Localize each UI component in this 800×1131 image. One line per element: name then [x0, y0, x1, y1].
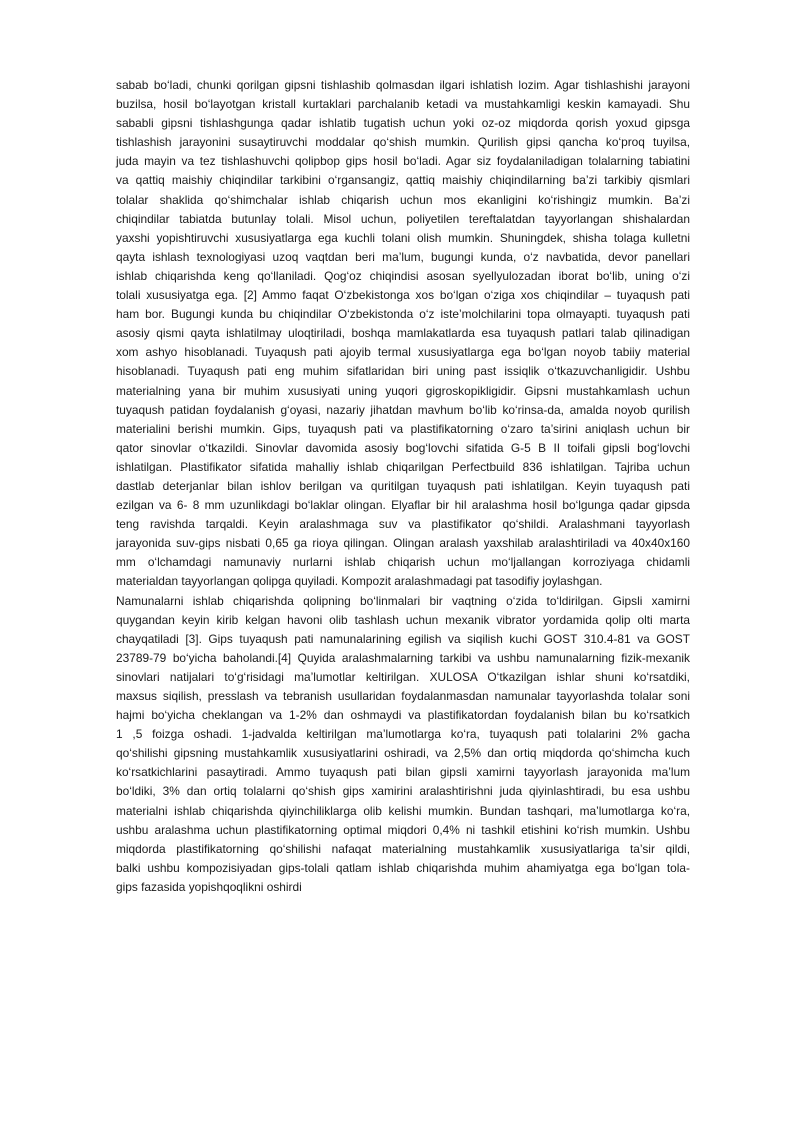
text-line: chiqindilar tabiatda butunlay tolali. Misol uchun, poliyetilen tereftalatdan tayyorlangan shishalardan: [116, 211, 690, 226]
text-line: quygandan keyin kirib kelgan havoni olib tashlash uchun mexanik vibrator yordamida qolip olti marta: [116, 612, 690, 627]
text-line: ishlab chiqarishda keng qo‘llaniladi. Qog‘oz chiqindisi asosan syellyulozadan iborat bo‘lib, uning o‘zi: [116, 268, 690, 283]
text-line: 23789-79 bo‘yicha baholandi.[4] Quyida aralashmalarning tarkibi va ushbu namunalarning fizik-mexanik: [116, 650, 690, 665]
text-line: tolalar shaklida qo‘shimchalar ishlab chiqarish uchun mos ekanligini ko‘rishingiz mumkin. Ba’zi: [116, 192, 690, 207]
text-line: qo‘shilishi gipsning mustahkamlik xususiyatlarini oshiradi, va 2,5% dan ortiq miqdorda qo‘shimcha kuch: [116, 746, 690, 761]
text-line: Namunalarni ishlab chiqarishda qolipning bo‘linmalari bir vaqtning o‘zida to‘ldirilgan. Gipsli xamirni: [116, 593, 690, 608]
text-line: chayqatiladi [3]. Gips tuyaqush pati namunalarining egilish va siqilish kuchi GOST 310.4-81 va GOST: [116, 631, 690, 646]
text-line: sinovlari natijalari to‘g‘risidagi ma’lumotlar keltirilgan. XULOSA O‘tkazilgan ishlar shuni ko‘rsatdiki,: [116, 669, 690, 684]
text-line: balki ushbu kompozisiyadan gips-tolali qatlam ishlab chiqarishda muhim ahamiyatga ega bo‘lgan tola-: [116, 860, 690, 875]
text-line: materialning yana bir muhim xususiyati uning yuqori gigroskopikligidir. Gipsni mustahkamlash uchun: [116, 383, 690, 398]
body-text: [116, 76, 690, 897]
text-line: asosiy qismi qayta ishlatilmay uloqtiriladi, boshqa mamlakatlarda esa tuyaqush patlari talab qilinadigan: [116, 326, 690, 341]
text-line: hisoblanadi. Tuyaqush pati eng muhim sifatlaridan biri uning past issiqlik o‘tkazuvchanligidir. Ushbu: [116, 364, 690, 379]
text-line: gips fazasida yopishqoqlikni oshirdi: [116, 879, 302, 894]
text-line: maxsus siqilish, presslash va tebranish usullaridan foydalanmasdan namunalar tayyorlashda tolalar soni: [116, 689, 690, 703]
text-line: juda mayin va tez tishlashuvchi qolipbop gips hosil bo‘ladi. Agar siz foydalaniladigan tolalarning tabiatini: [116, 154, 690, 169]
text-line: jarayonida suv-gips nisbati 0,65 ga rioya qilingan. Olingan aralash yaxshilab aralashtiriladi va 40x40x160: [116, 536, 690, 551]
text-line: qayta ishlash texnologiyasi uzoq vaqtdan beri ma’lum, bugungi kunda, o‘z navbatida, devor panellari: [116, 249, 690, 264]
text-line: va qattiq maishiy chiqindilar tarkibini o‘rgansangiz, qattiq maishiy chiqindilarning ba’zi tarkibiy qismlari: [116, 173, 690, 188]
text-line: mm o‘lchamdagi namunaviy nurlarni ishlab chiqarish uchun mo‘ljallangan korroziyaga chidamli: [116, 555, 690, 570]
text-line: sabab bo‘ladi, chunki qorilgan gipsni tishlashib qolmasdan ilgari ishlatish lozim. Agar tishlashishi jarayoni: [116, 78, 690, 92]
text-line: tuyaqush patidan foydalanish g‘oyasi, nazariy jihatdan mavhum bo‘lib ko‘rinsa-da, amalda noyob qurilish: [116, 402, 690, 417]
text-line: materialini berishi mumkin. Gips, tuyaqush pati va plastifikatorning o‘zaro ta’sirini aniqlash uchun bir: [116, 421, 690, 436]
text-line: tolali xususiyatga ega. [2] Ammo faqat O‘zbekistonga xos bo‘lgan o‘ziga xos chiqindilar – tuyaqush pati: [116, 288, 690, 303]
text-line: dastlab deterjanlar bilan ishlov berilgan va quritilgan tuyaqush pati ishlatilgan. Keyin tuyaqush pati: [116, 478, 690, 493]
text-line: bo‘ldiki, 3% dan ortiq tolalarni qo‘shish gips xamirini aralashtirishni juda qiyinlashtiradi, bu esa ushbu: [116, 784, 690, 799]
text-line: ushbu aralashma uchun plastifikatorning optimal miqdori 0,4% ni tashkil etishini ko‘rish mumkin. Ushbu: [116, 822, 690, 837]
text-line: yaxshi yopishtiruvchi xususiyatlarga ega kuchli tolani olish mumkin. Shuningdek, shisha tolaga kulletni: [116, 230, 690, 245]
text-line: miqdorda plastifikatorning qo‘shilishi nafaqat materialning mustahkamlik xususiyatlariga ta’sir qildi,: [116, 841, 690, 856]
text-line: ezilgan va 6- 8 mm uzunlikdagi bo‘laklar olingan. Elyaflar bir hil aralashma hosil bo‘lgunga qadar gipsda: [116, 498, 690, 513]
text-line: tishlashish jarayonini susaytiruvchi moddalar qo‘shish mumkin. Qurilish gipsi qancha ko‘proq tuyilsa,: [116, 135, 690, 150]
text-line: materialdan tayyorlangan qolipga quyiladi. Kompozit aralashmadagi pat tasodifiy joylashgan.: [116, 574, 603, 589]
text-line: hajmi bo‘yicha cheklangan va 1-2% dan oshmaydi va plastifikatordan foydalanish bilan bu ko‘rsatkich: [116, 708, 690, 723]
text-line: xom ashyo hisoblanadi. Tuyaqush pati ajoyib termal xususiyatlarga ega bo‘lgan noyob tabiiy material: [116, 345, 690, 360]
text-line: ko‘rsatkichlarini pasaytiradi. Ammo tuyaqush pati bilan gipsli xamirni tayyorlash jarayonida ma’lum: [116, 765, 690, 780]
text-line: buzilsa, hosil bo‘layotgan kristall kurtaklari parchalanib ketadi va mustahkamligi keskin kamayadi. Shu: [116, 97, 690, 112]
text-line: 1 ,5 foizga oshadi. 1-jadvalda keltirilgan ma’lumotlarga ko‘ra, tuyaqush pati tolalarini 2% gacha: [116, 727, 690, 742]
text-line: teng ravishda tarqaldi. Keyin aralashmaga suv va plastifikator qo‘shildi. Aralashmani tayyorlash: [116, 517, 690, 532]
text-line: ham bor. Bugungi kunda bu chiqindilar O‘zbekistonda o‘z iste’molchilarini topa olmayapti. tuyaqush pati: [116, 307, 690, 322]
text-line: sababli gipsni tishlashgunga qadar ishlatib tugatish uchun yoki oz-oz miqdorda qorish yoxud gipsga: [116, 116, 690, 131]
text-line: qator sinovlar o‘tkazildi. Sinovlar davomida asosiy bog‘lovchi sifatida G-5 B II toifali gipsli bog‘lovchi: [116, 440, 690, 455]
text-line: materialni ishlab chiqarishda qiyinchiliklarga olib kelishi mumkin. Bundan tashqari, ma’lumotlarga ko‘ra,: [116, 803, 690, 818]
text-line: ishlatilgan. Plastifikator sifatida mahalliy ishlab chiqarilgan Perfectbuild 836 ishlatilgan. Tajriba uchun: [116, 459, 690, 474]
